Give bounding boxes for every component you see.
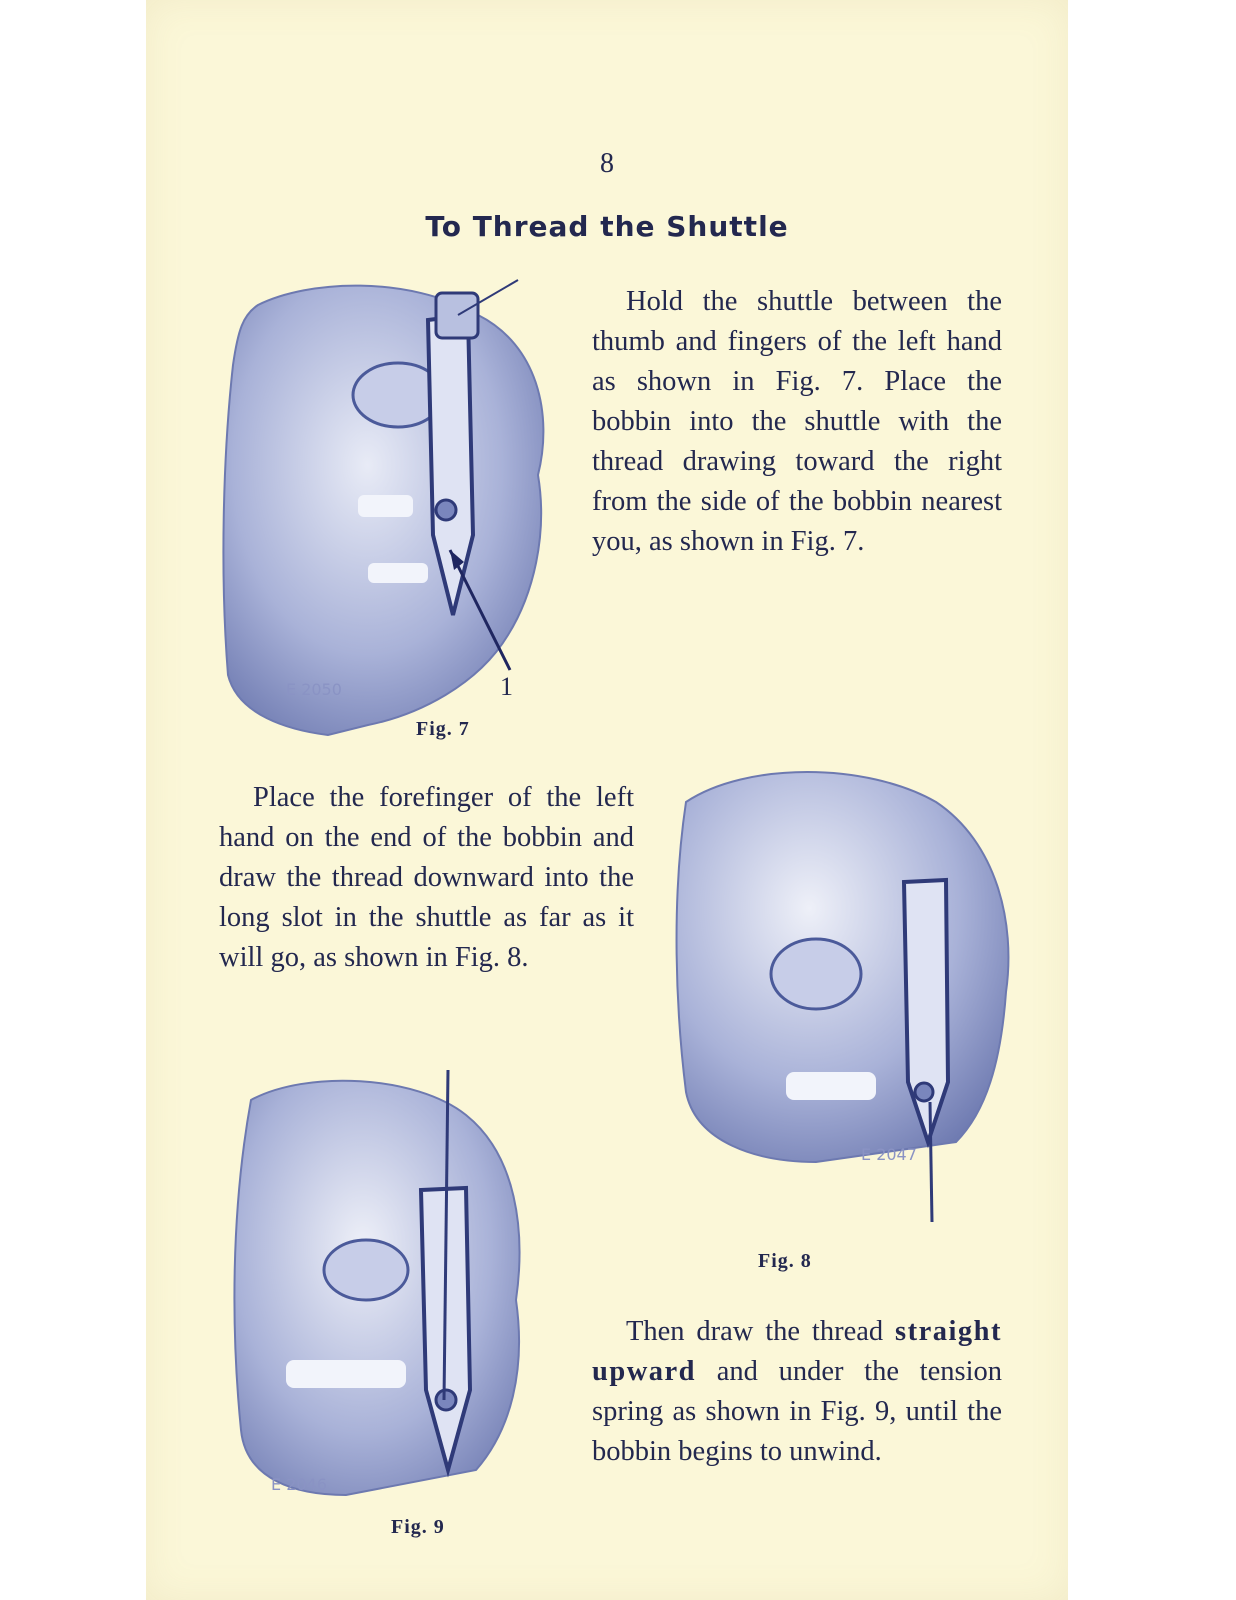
fig-7-callout: 1 xyxy=(500,672,513,701)
paragraph-forefinger xyxy=(219,778,634,978)
paragraph-draw-upward-text-start: Then draw the thread xyxy=(626,1316,895,1347)
fig-8-code: E 2047 xyxy=(861,1145,917,1164)
fig-9-illustration xyxy=(226,1070,556,1510)
paragraph-draw-upward-text-end: and under the tension spring as shown in Fig. 9, until the bobbin begins to unwind. xyxy=(592,1356,1002,1467)
paragraph-hold-shuttle xyxy=(592,282,1002,562)
paragraph-draw-upward xyxy=(592,1312,1002,1472)
fig-7-code: E 2050 xyxy=(286,680,342,699)
fig-9-code: E 2046 xyxy=(271,1475,327,1494)
page-number: 8 xyxy=(600,148,614,179)
fig-7-illustration xyxy=(218,275,558,745)
paragraph-forefinger-text: Place the forefinger of the left hand on the end of the bobbin and draw the thread downward into the long slot in the shuttle as far as it will go, as shown in Fig. 8. xyxy=(219,782,634,973)
fig-9-caption: Fig. 9 xyxy=(391,1516,445,1538)
manual-page xyxy=(146,0,1068,1600)
fig-8-illustration xyxy=(666,762,1018,1232)
paragraph-hold-shuttle-text: Hold the shuttle between the thumb and fingers of the left hand as shown in Fig. 7. Place the bobbin into the shuttle with the thread drawing toward the right from the side of the bobbin nearest you, as shown in Fig. 7. xyxy=(592,286,1002,557)
emphasis-straight-upward: straight upward xyxy=(592,1316,1002,1387)
fig-7-caption: Fig. 7 xyxy=(416,718,470,740)
fig-8-caption: Fig. 8 xyxy=(758,1250,812,1272)
section-title: To Thread the Shuttle xyxy=(425,210,789,243)
